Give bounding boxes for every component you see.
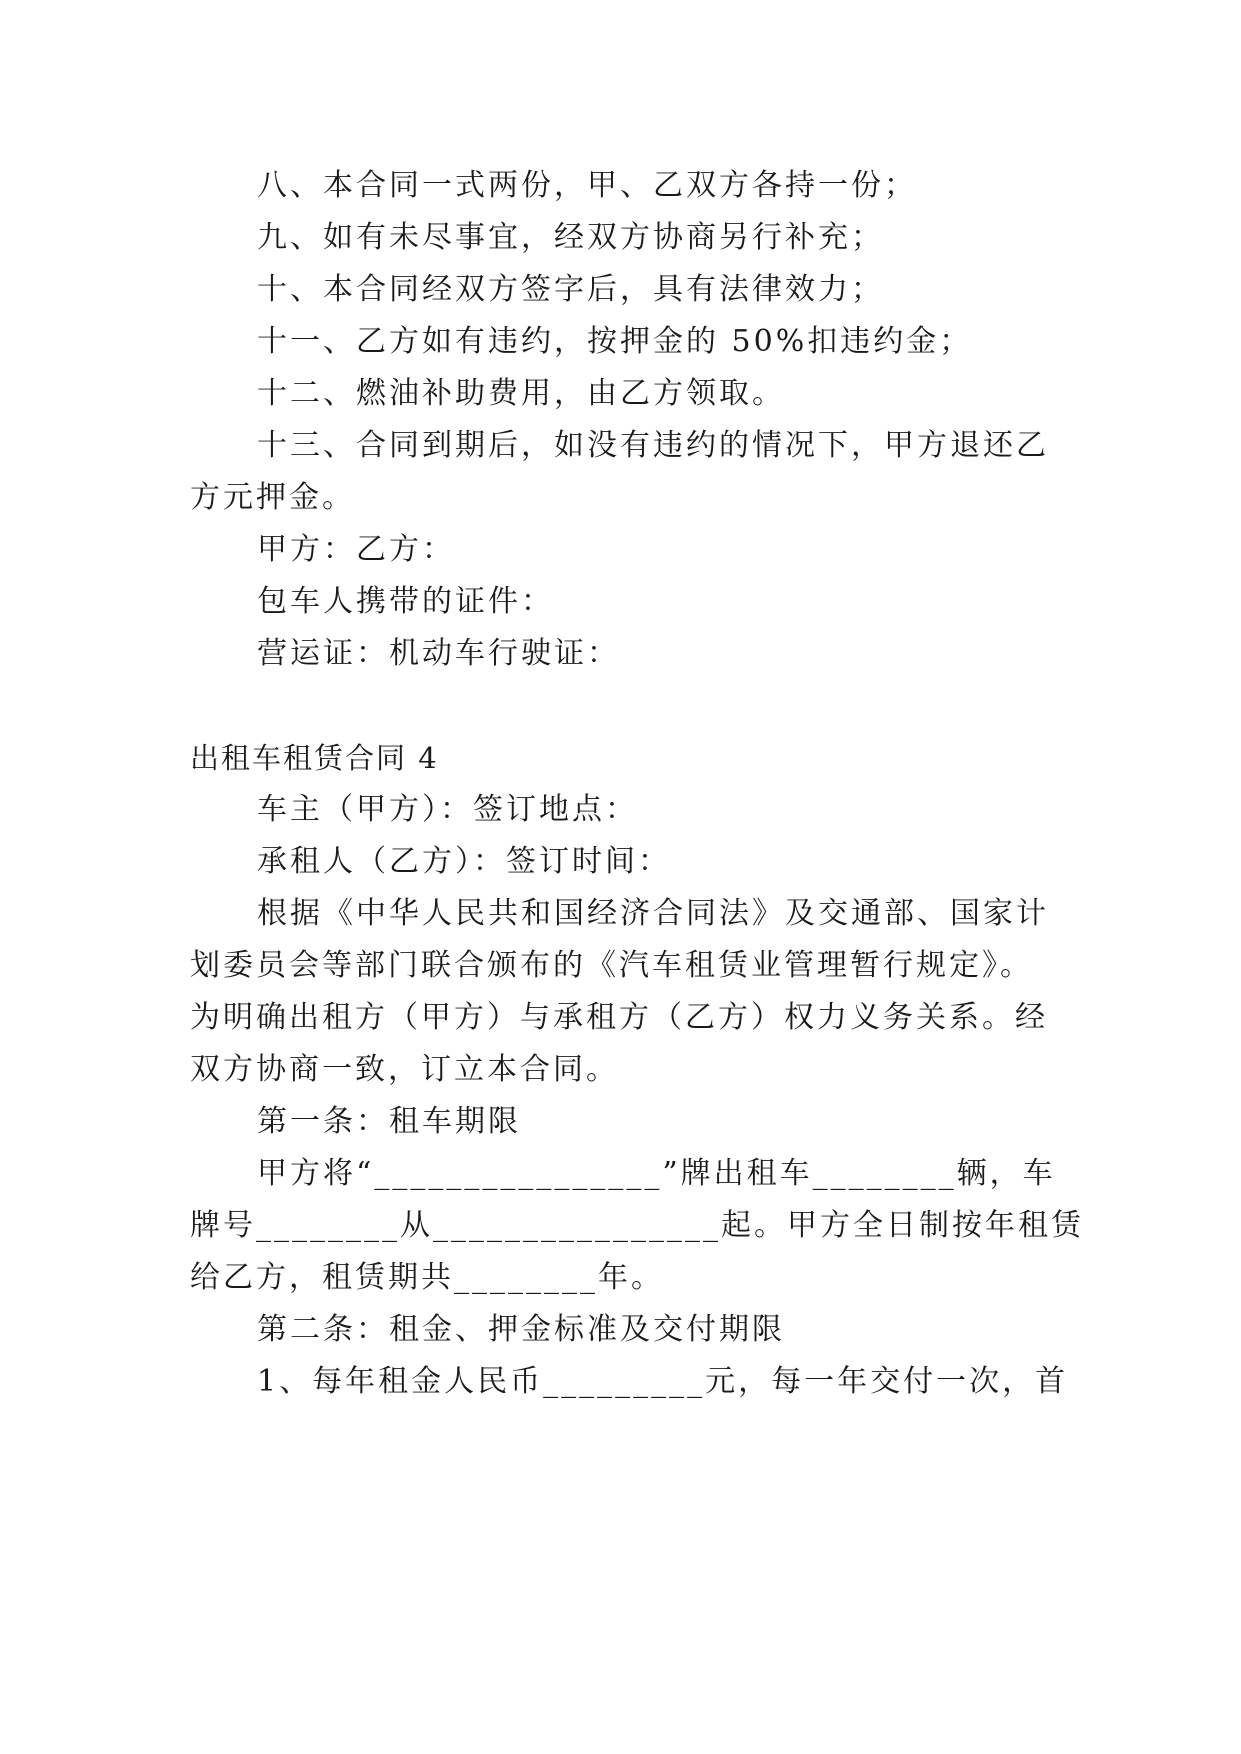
article-1-line-1: 甲方将“________________”牌出租车________辆，车	[257, 1156, 1056, 1191]
article-1-line-2: 牌号________从________________起。甲方全日制按年租赁	[190, 1208, 1084, 1243]
preamble-line-1: 根据《中华人民共和国经济合同法》及交通部、国家计	[257, 896, 1049, 931]
article-1-line-3: 给乙方，租赁期共________年。	[190, 1260, 664, 1295]
preamble-line-4: 双方协商一致，订立本合同。	[190, 1052, 619, 1087]
clause-10: 十、本合同经双方签字后，具有法律效力；	[257, 272, 884, 307]
required-documents: 包车人携带的证件：	[257, 584, 554, 619]
clause-13: 十三、合同到期后，如没有违约的情况下，甲方退还乙	[257, 428, 1049, 463]
license-list: 营运证：机动车行驶证：	[257, 636, 620, 671]
preamble-line-2: 划委员会等部门联合颁布的《汽车租赁业管理暂行规定》。	[190, 948, 1033, 983]
clause-12: 十二、燃油补助费用，由乙方领取。	[257, 376, 785, 411]
contract-title: 出租车租赁合同 4	[190, 741, 439, 775]
clause-9: 九、如有未尽事宜，经双方协商另行补充；	[257, 220, 884, 255]
article-1-heading: 第一条：租车期限	[257, 1104, 521, 1139]
clause-13-continued: 方元押金。	[190, 480, 355, 515]
owner-line: 车主（甲方）：签订地点：	[257, 792, 638, 827]
lessee-line: 承租人（乙方）：签订时间：	[257, 844, 671, 879]
clause-11: 十一、乙方如有违约，按押金的 50%扣违约金；	[257, 324, 973, 359]
signature-parties: 甲方：乙方：	[257, 532, 455, 567]
clause-8: 八、本合同一式两份，甲、乙双方各持一份；	[257, 168, 917, 203]
preamble-line-3: 为明确出租方（甲方）与承租方（乙方）权力义务关系。经	[190, 1000, 1048, 1035]
article-2-item-1: 1、每年租金人民币_________元，每一年交付一次，首	[257, 1364, 1069, 1399]
article-2-heading: 第二条：租金、押金标准及交付期限	[257, 1312, 785, 1347]
